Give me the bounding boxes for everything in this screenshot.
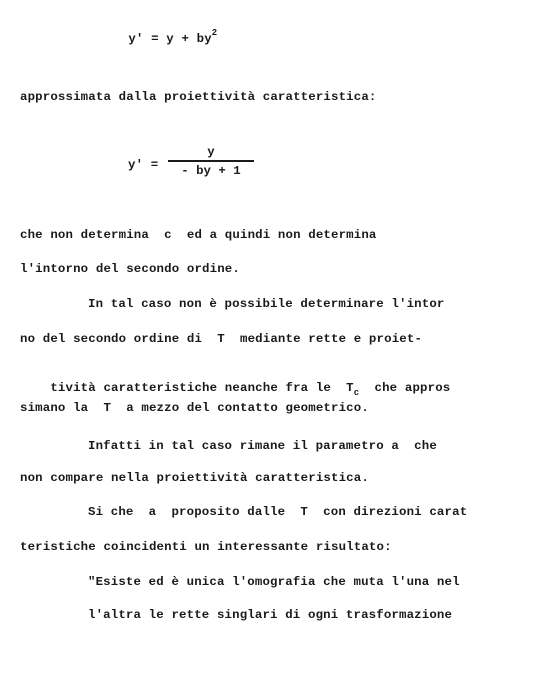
formula-1-exponent: 2: [211, 28, 218, 38]
line-approssimata: approssimata dalla proiettività caratteristica:: [20, 90, 377, 104]
para3-line2: teristiche coincidenti un interessante risultato:: [20, 540, 392, 554]
para1-line2: no del secondo ordine di T mediante rette e proiet-: [20, 332, 423, 346]
line-che-non-determina: che non determina c ed a quindi non determina: [20, 228, 377, 242]
quote-line2: l'altra le rette singlari di ogni trasformazione: [88, 608, 453, 622]
para2-line1: Infatti in tal caso rimane il parametro a che: [88, 439, 437, 453]
formula-2-lhs: y' =: [128, 158, 159, 172]
para1-line3: tività caratteristiche neanche fra le $T_c$ che appros: [50, 381, 451, 398]
formula-1: $y' = y + by^2$: [128, 28, 218, 46]
quote-line1: "Esiste ed è unica l'omografia che muta l'una nel: [88, 575, 460, 589]
para2-line2: non compare nella proiettività caratteristica.: [20, 471, 369, 485]
subscript-c: c: [353, 388, 360, 398]
line-intorno: l'intorno del secondo ordine.: [20, 262, 240, 276]
fraction-bar: [168, 160, 254, 162]
para1-line1: In tal caso non è possibile determinare l'intor: [88, 297, 445, 311]
formula-2-numerator: y: [207, 145, 215, 159]
para1-line4: simano la T a mezzo del contatto geometrico.: [20, 401, 369, 415]
formula-2-denominator: - by + 1: [181, 163, 241, 178]
para3-line1: Si che a proposito dalle T con direzioni carat: [88, 505, 468, 519]
formula-2-fraction: [168, 145, 254, 178]
